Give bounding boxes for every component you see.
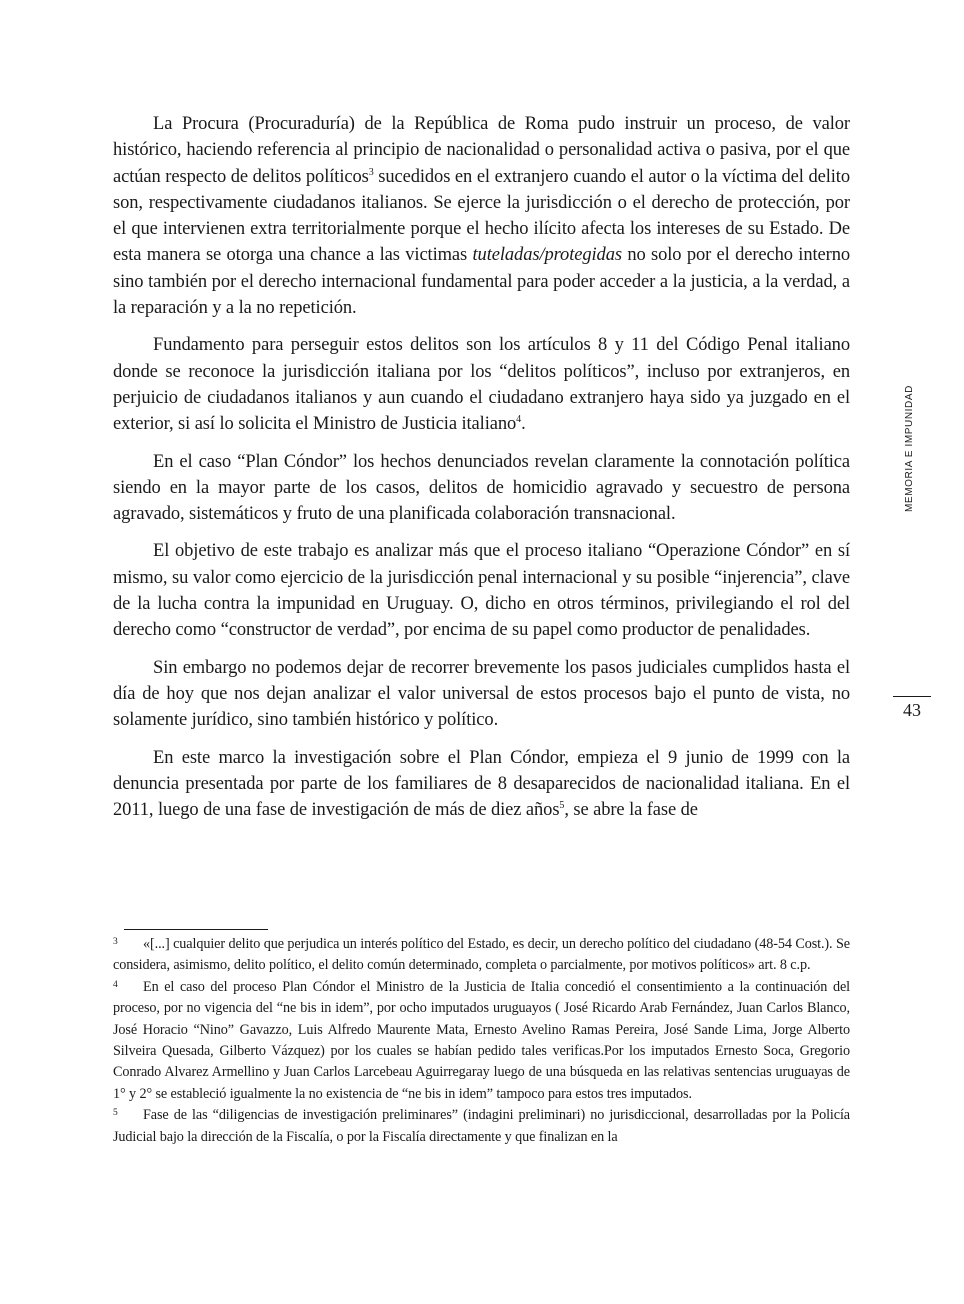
footnote: 5 Fase de las “diligencias de investigación preliminares” (indagini preliminari) no jurisdiccional, desarrolladas por la Policía Judicial bajo la dirección de la Fiscalía, o por la Fiscalía directamente y que finalizan en la xyxy=(113,1107,850,1145)
footnote-ref: 3 xyxy=(368,166,374,178)
paragraph: En este marco la investigación sobre el Plan Cóndor, empieza el 9 junio de 1999 con la denuncia presentada por parte de los familiares de 8 desaparecidos de nacionalidad italiana. En el 2011, luego de una fase de investigación de más de diez años$^5$, se abre la fase de xyxy=(113,747,850,821)
paragraph: En el caso “Plan Cóndor” los hechos denunciados revelan claramente la connotación política siendo en la mayor parte de los casos, delitos de homicidio agravado y secuestro de persona agravado, sistemáticos y fruto de una planificada colaboración transnacional. xyxy=(113,451,850,525)
footnote: 3 «[...] cualquier delito que perjudica un interés político del Estado, es decir, un derecho político del ciudadano (48-54 Cost.). Se considera, asimismo, delito político, el delito común determinado, completa o parcialmente, por motivos políticos» art. 8 c.p. xyxy=(113,936,850,974)
footnote-ref: 5 xyxy=(559,800,565,812)
footnote-separator xyxy=(124,929,268,930)
footnotes xyxy=(113,934,850,1148)
footnote-ref: 4 xyxy=(516,414,522,426)
paragraph: La Procura (Procuraduría) de la República de Roma pudo instruir un proceso, de valor histórico, haciendo referencia al principio de nacionalidad o personalidad activa o pasiva, por el que actúan respecto de delitos políticos$^3$ sucedidos en el extranjero cuando el autor o la víctima del delito son, respectivamente ciudadanos italianos. Se ejerce la jurisdicción o el derecho de protección, por el que intervienen extra territorialmente porque el hecho ilícito afecta los intereses de su Estado. De esta manera se otorga una chance a las victimas tuteladas/protegidas no solo por el derecho interno sino también por el derecho internacional fundamental para poder acceder a la justicia, a la verdad, a la reparación y a la no repetición. xyxy=(113,114,851,319)
paragraph: Sin embargo no podemos dejar de recorrer brevemente los pasos judiciales cumplidos hasta el día de hoy que nos dejan analizar el valor universal de estos procesos bajo el punto de vista, no solamente jurídico, sino también histórico y político. xyxy=(113,657,850,731)
footnote: 4 En el caso del proceso Plan Cóndor el Ministro de la Justicia de Italia concedió el consentimiento a la continuación del proceso, por no vigencia del “ne bis in idem”, por ocho imputados uruguayos ( José Ricardo Arab Fernández, Juan Carlos Blanco, José Horacio “Nino” Gavazzo, Luis Alfredo Maurente Mata, Ernesto Avelino Ramas Pereira, José Sande Lima, Jorge Alberto Silveira Quesada, Gilberto Vázquez) por los cuales se habían pedido tales verificas.Por los imputados Ernesto Soca, Gregorio Conrado Alvarez Armellino y Juan Carlos Larcebeau Aguirregaray luego de una búsqueda en las relativas sentencias uruguayas de 1° y 2° se estableció igualmente la no existencia de “ne bis in idem” tampoco para estos tres imputados. xyxy=(113,978,850,1102)
running-section-title: MEMORIA E IMPUNIDAD xyxy=(904,385,915,512)
paragraph: Fundamento para perseguir estos delitos son los artículos 8 y 11 del Código Penal italiano donde se reconoce la jurisdicción italiana por los “delitos políticos”, incluso por extranjeros, en perjuicio de ciudadanos italianos y aun cuando el ciudadano extranjero haya sido ya juzgado en el exterior, si así lo solicita el Ministro de Justicia italiano$^4$. xyxy=(113,335,850,435)
italic-term: tuteladas/protegidas xyxy=(472,245,622,266)
main-text xyxy=(113,111,850,834)
page-number-rule xyxy=(893,696,931,697)
page-number: 43 xyxy=(903,700,921,720)
paragraph: El objetivo de este trabajo es analizar más que el proceso italiano “Operazione Cóndor” en sí mismo, su valor como ejercicio de la jurisdicción penal internacional y su posible “injerencia”, clave de la lucha contra la impunidad en Uruguay. O, dicho en otros términos, privilegiando el rol del derecho como “constructor de verdad”, por encima de su papel como productor de penalidades. xyxy=(113,541,850,641)
